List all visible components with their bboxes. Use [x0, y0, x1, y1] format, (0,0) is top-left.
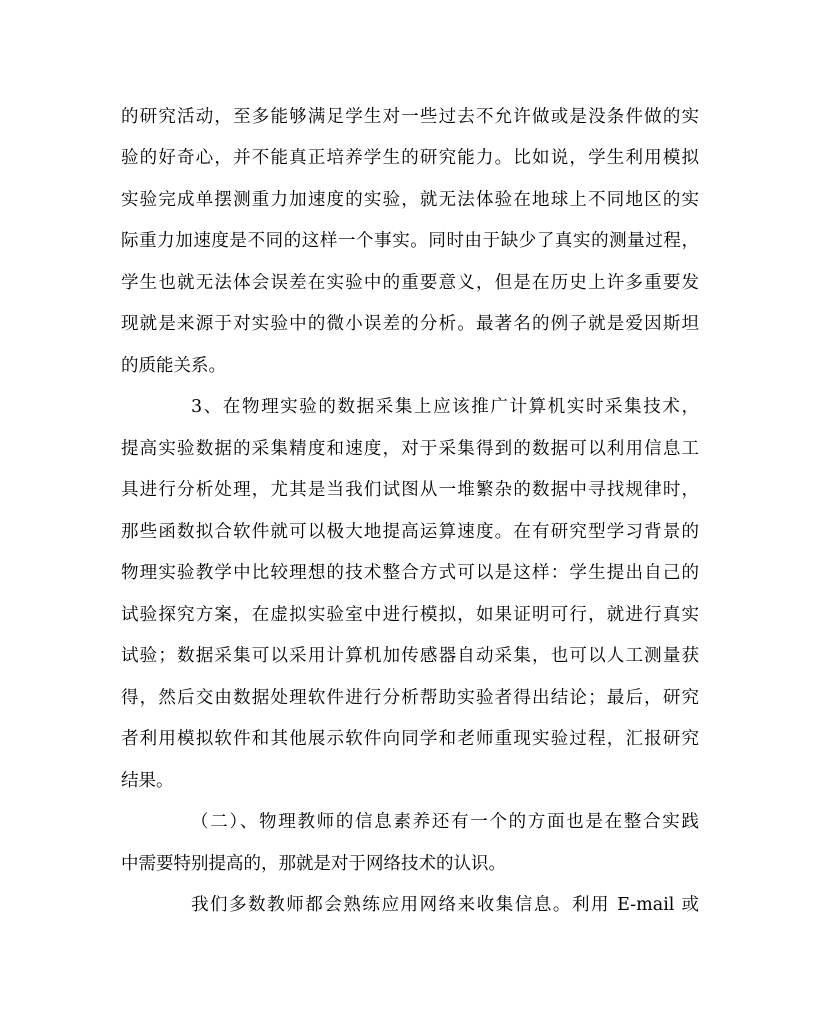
- text-line: 物理实验教学中比较理想的技术整合方式可以是这样：学生提出自己的: [121, 563, 699, 583]
- text-line: 提高实验数据的采集精度和速度，对于采集得到的数据可以利用信息工: [121, 439, 699, 459]
- text-line: 结果。: [121, 771, 174, 791]
- paragraph-first-line: 3、在物理实验的数据采集上应该推广计算机实时采集技术，: [191, 397, 699, 417]
- section-heading-line: 中需要特别提高的，那就是对于网络技术的认识。: [121, 854, 506, 874]
- text-line: 现就是来源于对实验中的微小误差的分析。最著名的例子就是爱因斯坦: [121, 314, 699, 334]
- text-line: 验的好奇心，并不能真正培养学生的研究能力。比如说，学生利用模拟: [121, 148, 699, 168]
- paragraph-first-line: 我们多数教师都会熟练应用网络来收集信息。利用 E-mail 或: [191, 895, 699, 915]
- text-line: 学生也就无法体会误差在实验中的重要意义，但是在历史上许多重要发: [121, 273, 699, 293]
- text-line: 的研究活动，至多能够满足学生对一些过去不允许做或是没条件做的实: [121, 107, 699, 127]
- text-line: 那些函数拟合软件就可以极大地提高运算速度。在有研究型学习背景的: [121, 522, 699, 542]
- text-line: 际重力加速度是不同的这样一个事实。同时由于缺少了真实的测量过程，: [121, 231, 699, 251]
- text-line: 实验完成单摆测重力加速度的实验，就无法体验在地球上不同地区的实: [121, 190, 699, 210]
- section-heading-line: （二）、物理教师的信息素养还有一个的方面也是在整合实践: [191, 812, 699, 832]
- text-line: 试验探究方案，在虚拟实验室中进行模拟，如果证明可行，就进行真实: [121, 605, 699, 625]
- text-line: 的质能关系。: [121, 356, 226, 376]
- text-line: 具进行分析处理，尤其是当我们试图从一堆繁杂的数据中寻找规律时，: [121, 480, 699, 500]
- text-line: 得，然后交由数据处理软件进行分析帮助实验者得出结论；最后，研究: [121, 688, 699, 708]
- text-line: 试验；数据采集可以采用计算机加传感器自动采集，也可以人工测量获: [121, 646, 699, 666]
- text-line: 者利用模拟软件和其他展示软件向同学和老师重现实验过程，汇报研究: [121, 729, 699, 749]
